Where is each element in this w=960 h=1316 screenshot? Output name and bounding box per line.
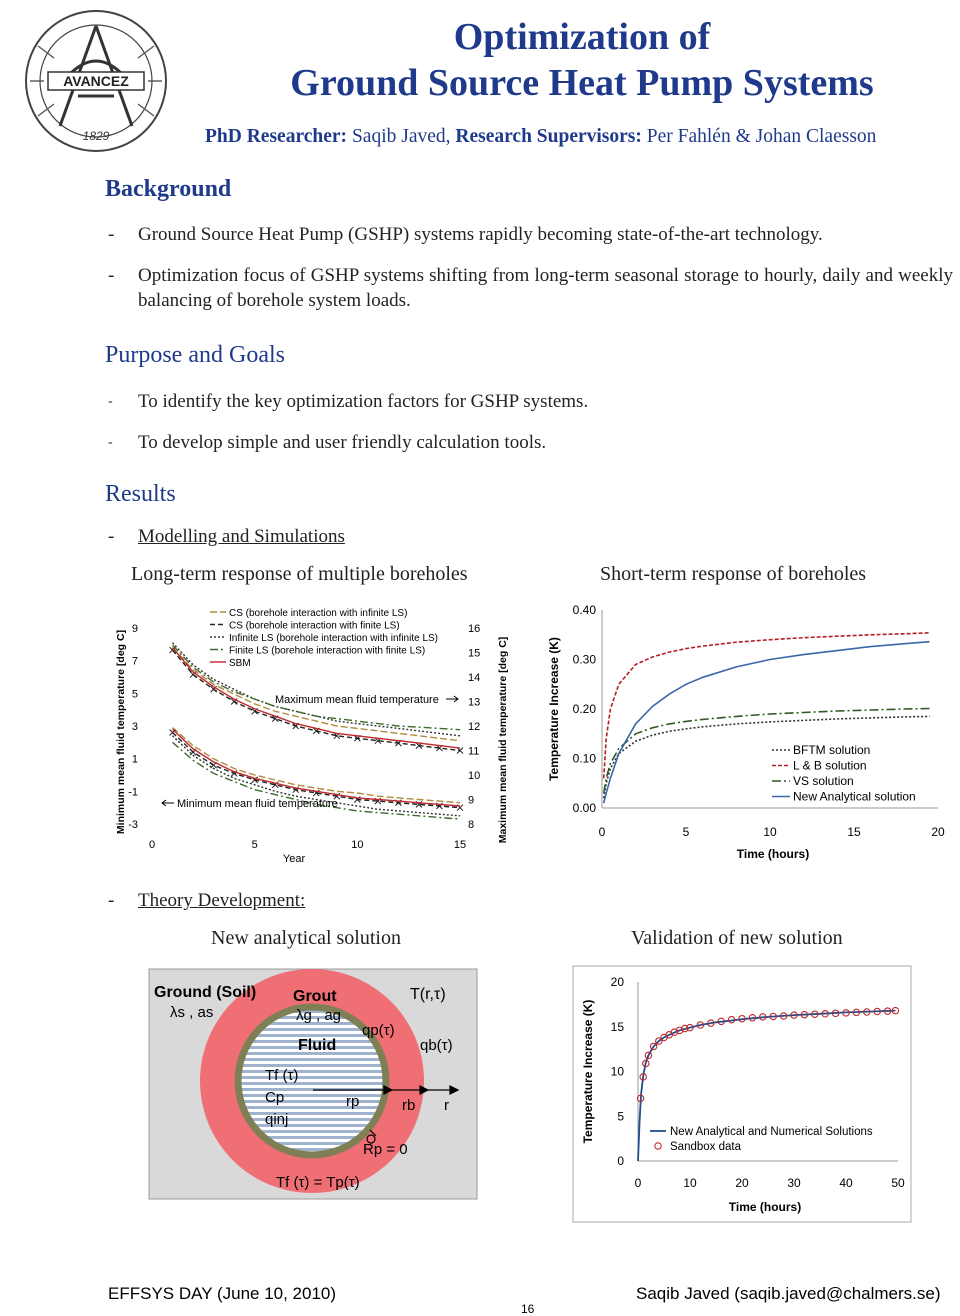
x-tick-label: 0 (148, 839, 156, 851)
x-tick-label: 50 (891, 1176, 905, 1190)
purpose-bullet-1: - To identify the key optimization factors for GSHP systems. (108, 389, 953, 414)
legend-label: VS solution (793, 774, 854, 788)
bullet-text: To develop simple and user friendly calculation tools. (138, 432, 547, 453)
y-tick-label: -1 (128, 786, 138, 799)
background-heading: Background (105, 176, 232, 202)
y2-tick-label: 8 (468, 819, 475, 831)
x-tick-label: 30 (787, 1176, 801, 1190)
results-item-modelling: - Modelling and Simulations (108, 524, 508, 549)
y2-tick-label: 14 (468, 672, 481, 684)
purpose-heading: Purpose and Goals (105, 342, 285, 368)
footer-contact: Saqib Javed (saqib.javed@chalmers.se) (636, 1284, 941, 1303)
legend-label: SBM (229, 658, 251, 669)
y-tick-label: 20 (610, 975, 624, 989)
legend-label: L & B solution (793, 758, 867, 773)
x-tick-label: 15 (453, 839, 467, 851)
y-tick-label: 0.00 (572, 801, 596, 815)
y-tick-label: 0 (617, 1154, 624, 1168)
legend-label: New Analytical solution (793, 789, 916, 804)
y-tick-label: -3 (128, 819, 138, 831)
background-bullet-1: - Ground Source Heat Pump (GSHP) systems rapidly becoming state-of-the-art technology. (108, 222, 953, 247)
annotation-max-arrow (446, 696, 458, 702)
x-axis-label: Year (282, 853, 306, 865)
item-text: Modelling and Simulations (138, 526, 345, 547)
x-tick-label: 0 (598, 825, 606, 839)
annotation-min-arrow (162, 800, 174, 806)
y-tick-label: 10 (610, 1064, 624, 1079)
y2-tick-label: 9 (468, 794, 475, 807)
y-tick-label: 1 (131, 753, 138, 766)
y-tick-label: 0.40 (572, 603, 596, 617)
label-grout: Grout (293, 988, 337, 1005)
label-rb: rb (402, 1097, 416, 1114)
results-heading: Results (105, 481, 176, 507)
purpose-bullet-2: - To develop simple and user friendly calculation tools. (108, 430, 953, 455)
y-tick-label: 0.20 (572, 702, 596, 716)
caption-validation: Validation of new solution (631, 927, 843, 949)
legend-label: CS (borehole interaction with infinite LS) (229, 608, 408, 619)
x-tick-label: 20 (931, 825, 945, 839)
logo-year: 1829 (82, 129, 110, 143)
label-r: r (444, 1097, 449, 1114)
x-tick-label: 10 (683, 1176, 697, 1190)
legend-label: Sandbox data (670, 1141, 741, 1153)
annotation-min: Minimum mean fluid temperature (177, 798, 338, 810)
researcher-label: PhD Researcher: (205, 126, 348, 147)
x-tick-label: 5 (251, 839, 258, 851)
poster-title (262, 14, 902, 106)
author-line (205, 126, 876, 148)
title-line-2: Ground Source Heat Pump Systems (290, 62, 874, 104)
x-axis-label: Time (hours) (736, 847, 810, 861)
label-Rp: Rp = 0 (363, 1141, 408, 1158)
y-tick-label: 3 (131, 721, 138, 733)
y-tick-label: 0.30 (572, 652, 596, 667)
y-tick-label: 15 (610, 1019, 624, 1034)
bullet-text: Optimization focus of GSHP systems shifting from long-term seasonal storage to hourly, daily and weekly balancing of borehole system loads. (138, 265, 953, 311)
researcher-name: Saqib Javed, (351, 126, 451, 147)
y-tick-label: 7 (131, 655, 138, 668)
university-logo (8, 6, 184, 156)
y2-tick-label: 12 (468, 721, 481, 733)
footer-event: EFFSYS DAY (June 10, 2010) (108, 1284, 337, 1303)
x-tick-label: 10 (351, 839, 364, 851)
label-tf: Tf (τ) (265, 1067, 299, 1084)
bullet-text: To identify the key optimization factors for GSHP systems. (138, 391, 589, 412)
caption-long-term: Long-term response of multiple boreholes (131, 563, 468, 585)
label-ground: Ground (Soil) (154, 984, 257, 1001)
x-tick-label: 5 (682, 825, 690, 839)
legend-label: Infinite LS (borehole interaction with infinite LS) (229, 633, 439, 644)
y-axis-label: Temperature Increase (K) (581, 999, 595, 1144)
caption-analytical: New analytical solution (211, 927, 401, 949)
y2-tick-label: 16 (468, 623, 481, 635)
legend-label: Finite LS (borehole interaction with finite LS) (229, 645, 426, 657)
long-term-chart (110, 598, 520, 870)
y-tick-label: 9 (131, 623, 138, 635)
series-line (604, 716, 930, 798)
label-qp: qp(τ) (362, 1022, 395, 1039)
label-qinj: qinj (265, 1111, 289, 1128)
series-line-max (173, 643, 461, 736)
y-axis-label: Minimum mean fluid temperature [deg C] (115, 629, 127, 835)
supervisor-names: Per Fahlén & Johan Claesson (646, 126, 877, 147)
y2-tick-label: 13 (468, 696, 481, 709)
series-line (604, 709, 930, 794)
supervisor-label: Research Supervisors: (455, 126, 642, 147)
x-axis-label: Time (hours) (728, 1200, 802, 1214)
y-tick-label: 5 (131, 688, 138, 701)
y2-tick-label: 10 (468, 770, 481, 782)
label-qb: qb(τ) (420, 1037, 453, 1054)
background-bullet-2: - Optimization focus of GSHP systems shifting from long-term seasonal storage to hourly, daily and weekly balancing of borehole system loads. (108, 265, 953, 311)
label-cp: Cp (265, 1089, 285, 1106)
label-fluid: Fluid (298, 1037, 337, 1054)
page-number: 16 (521, 1302, 535, 1316)
legend-label: CS (borehole interaction with finite LS) (229, 620, 400, 632)
validation-chart (572, 965, 912, 1223)
label-bottom-equation: Tf (τ) = Tp(τ) (276, 1174, 360, 1191)
y-tick-label: 5 (617, 1109, 624, 1124)
borehole-diagram (148, 968, 478, 1200)
label-T: T(r,τ) (410, 986, 446, 1003)
label-rp: rp (346, 1093, 360, 1110)
y2-axis-label: Maximum mean fluid temperature [deg C] (497, 636, 509, 844)
caption-short-term: Short-term response of boreholes (600, 563, 867, 585)
label-grout-props: λg , ag (296, 1007, 342, 1024)
y-tick-label: 0.10 (572, 751, 596, 766)
title-line-1: Optimization of (453, 16, 711, 58)
x-tick-label: 0 (634, 1176, 642, 1190)
y2-tick-label: 15 (468, 647, 481, 660)
logo-motto: AVANCEZ (63, 73, 129, 89)
legend-label: New Analytical and Numerical Solutions (670, 1126, 873, 1138)
y-axis-label: Temperature Increase (K) (547, 637, 561, 781)
legend-label: BFTM solution (793, 743, 871, 757)
x-tick-label: 10 (763, 825, 777, 839)
bullet-text: Ground Source Heat Pump (GSHP) systems rapidly becoming state-of-the-art technology. (138, 224, 823, 245)
short-term-chart (540, 598, 950, 870)
y2-tick-label: 11 (468, 745, 480, 758)
label-ground-props: λs , as (170, 1004, 214, 1021)
item-text: Theory Development: (138, 890, 306, 911)
results-item-theory: - Theory Development: (108, 888, 508, 913)
x-tick-label: 20 (735, 1176, 749, 1190)
annotation-max: Maximum mean fluid temperature (275, 694, 439, 706)
x-tick-label: 15 (847, 825, 861, 839)
x-tick-label: 40 (839, 1176, 853, 1190)
